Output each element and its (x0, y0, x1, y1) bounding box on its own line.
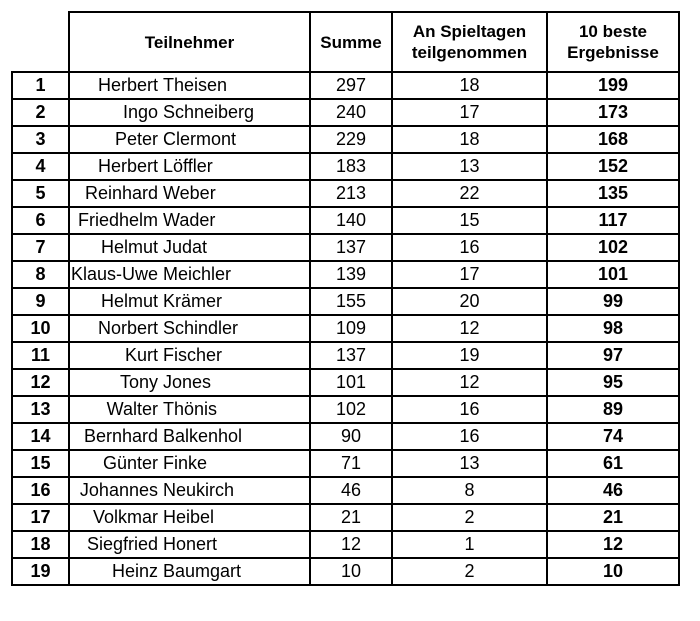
best-results-cell: 117 (547, 207, 679, 234)
table-row (12, 234, 679, 261)
rank-cell: 9 (12, 288, 69, 315)
days-cell: 2 (392, 558, 547, 585)
best-results-cell: 101 (547, 261, 679, 288)
table-row (12, 477, 679, 504)
participant-cell (69, 423, 310, 450)
first-name: Günter (102, 453, 158, 473)
table-row (12, 558, 679, 585)
days-cell: 17 (392, 261, 547, 288)
first-name: Johannes (79, 480, 158, 500)
best-results-cell: 98 (547, 315, 679, 342)
last-name: Judat (163, 237, 208, 257)
table-row (12, 207, 679, 234)
sum-cell: 137 (310, 234, 392, 261)
first-name: Reinhard (84, 183, 158, 203)
first-name: Norbert (97, 318, 158, 338)
sum-cell: 101 (310, 369, 392, 396)
first-name: Ingo (122, 102, 158, 122)
last-name: Clermont (163, 129, 237, 149)
best-results-cell: 152 (547, 153, 679, 180)
first-name: Friedhelm (77, 210, 158, 230)
days-cell: 18 (392, 72, 547, 99)
table-row (12, 72, 679, 99)
best-results-cell: 95 (547, 369, 679, 396)
last-name: Weber (163, 183, 216, 203)
header-participant: Teilnehmer (69, 12, 310, 72)
participant-cell (69, 315, 310, 342)
table-row (12, 504, 679, 531)
last-name: Krämer (163, 291, 223, 311)
rank-cell: 8 (12, 261, 69, 288)
first-name: Bernhard (83, 426, 158, 446)
best-results-cell: 168 (547, 126, 679, 153)
best-results-cell: 199 (547, 72, 679, 99)
days-cell: 16 (392, 423, 547, 450)
days-cell: 8 (392, 477, 547, 504)
first-name: Helmut (100, 291, 158, 311)
sum-cell: 213 (310, 180, 392, 207)
days-cell: 12 (392, 315, 547, 342)
sum-cell: 46 (310, 477, 392, 504)
rank-cell: 18 (12, 531, 69, 558)
last-name: Löffler (163, 156, 213, 176)
days-cell: 2 (392, 504, 547, 531)
last-name: Theisen (163, 75, 228, 95)
sum-cell: 240 (310, 99, 392, 126)
table-row (12, 126, 679, 153)
last-name: Finke (163, 453, 208, 473)
table-row (12, 531, 679, 558)
rank-cell: 6 (12, 207, 69, 234)
best-results-cell: 89 (547, 396, 679, 423)
last-name: Heibel (163, 507, 215, 527)
participant-cell (69, 342, 310, 369)
days-cell: 16 (392, 234, 547, 261)
sum-cell: 297 (310, 72, 392, 99)
last-name: Honert (163, 534, 218, 554)
days-cell: 18 (392, 126, 547, 153)
last-name: Schindler (163, 318, 239, 338)
sum-cell: 21 (310, 504, 392, 531)
sum-cell: 183 (310, 153, 392, 180)
last-name: Balkenhol (163, 426, 243, 446)
participant-cell (69, 207, 310, 234)
rank-cell: 2 (12, 99, 69, 126)
last-name: Thönis (163, 399, 218, 419)
first-name: Peter (114, 129, 158, 149)
best-results-cell: 10 (547, 558, 679, 585)
days-cell: 13 (392, 153, 547, 180)
header-corner-cell (12, 12, 69, 72)
sum-cell: 10 (310, 558, 392, 585)
rank-cell: 13 (12, 396, 69, 423)
last-name: Jones (163, 372, 212, 392)
first-name: Tony (119, 372, 158, 392)
rank-cell: 5 (12, 180, 69, 207)
rank-cell: 7 (12, 234, 69, 261)
header-days-line-2: teilgenommen (411, 43, 528, 62)
table-row (12, 153, 679, 180)
sum-cell: 12 (310, 531, 392, 558)
last-name: Meichler (163, 264, 232, 284)
best-results-cell: 12 (547, 531, 679, 558)
sum-cell: 140 (310, 207, 392, 234)
sum-cell: 71 (310, 450, 392, 477)
sum-cell: 90 (310, 423, 392, 450)
rank-cell: 14 (12, 423, 69, 450)
participant-cell (69, 504, 310, 531)
rank-cell: 19 (12, 558, 69, 585)
best-results-cell: 102 (547, 234, 679, 261)
participant-cell (69, 531, 310, 558)
table-row (12, 450, 679, 477)
best-results-cell: 173 (547, 99, 679, 126)
rank-cell: 16 (12, 477, 69, 504)
participant-cell (69, 126, 310, 153)
participant-cell (69, 234, 310, 261)
participant-cell (69, 153, 310, 180)
first-name: Klaus-Uwe (70, 264, 158, 284)
days-cell: 17 (392, 99, 547, 126)
participant-cell (69, 72, 310, 99)
first-name: Siegfried (86, 534, 158, 554)
participant-cell (69, 558, 310, 585)
rank-cell: 15 (12, 450, 69, 477)
rank-cell: 17 (12, 504, 69, 531)
sum-cell: 139 (310, 261, 392, 288)
best-results-cell: 74 (547, 423, 679, 450)
days-cell: 13 (392, 450, 547, 477)
first-name: Helmut (100, 237, 158, 257)
sum-cell: 109 (310, 315, 392, 342)
participant-cell (69, 477, 310, 504)
standings-table (11, 11, 680, 586)
sum-cell: 102 (310, 396, 392, 423)
best-results-cell: 61 (547, 450, 679, 477)
days-cell: 15 (392, 207, 547, 234)
first-name: Herbert (97, 75, 158, 95)
first-name: Kurt (124, 345, 158, 365)
header-days-participated (392, 12, 547, 72)
participant-cell (69, 450, 310, 477)
first-name: Volkmar (92, 507, 158, 527)
table-row (12, 288, 679, 315)
first-name: Herbert (97, 156, 158, 176)
table-row (12, 315, 679, 342)
days-cell: 1 (392, 531, 547, 558)
sum-cell: 229 (310, 126, 392, 153)
last-name: Schneiberg (163, 102, 255, 122)
last-name: Baumgart (163, 561, 242, 581)
participant-cell (69, 396, 310, 423)
best-results-cell: 135 (547, 180, 679, 207)
best-results-cell: 97 (547, 342, 679, 369)
rank-cell: 1 (12, 72, 69, 99)
table-row (12, 261, 679, 288)
rank-cell: 3 (12, 126, 69, 153)
best-results-cell: 46 (547, 477, 679, 504)
participant-cell (69, 288, 310, 315)
last-name: Wader (163, 210, 216, 230)
sum-cell: 155 (310, 288, 392, 315)
table-row (12, 342, 679, 369)
table-row (12, 180, 679, 207)
participant-cell (69, 99, 310, 126)
header-best-results (547, 12, 679, 72)
days-cell: 12 (392, 369, 547, 396)
days-cell: 19 (392, 342, 547, 369)
best-results-cell: 21 (547, 504, 679, 531)
participant-cell (69, 369, 310, 396)
header-sum: Summe (310, 12, 392, 72)
table-header-row (12, 12, 679, 72)
sum-cell: 137 (310, 342, 392, 369)
participant-cell (69, 261, 310, 288)
last-name: Neukirch (163, 480, 235, 500)
table-row (12, 423, 679, 450)
table-row (12, 396, 679, 423)
rank-cell: 4 (12, 153, 69, 180)
participant-cell (69, 180, 310, 207)
table-row (12, 369, 679, 396)
rank-cell: 12 (12, 369, 69, 396)
header-days-line-1: An Spieltagen (412, 22, 527, 41)
header-best-line-1: 10 beste (578, 22, 648, 41)
table-row (12, 99, 679, 126)
days-cell: 20 (392, 288, 547, 315)
rank-cell: 11 (12, 342, 69, 369)
header-best-line-2: Ergebnisse (567, 43, 659, 62)
days-cell: 22 (392, 180, 547, 207)
rank-cell: 10 (12, 315, 69, 342)
table-body (12, 72, 679, 585)
best-results-cell: 99 (547, 288, 679, 315)
first-name: Heinz (111, 561, 158, 581)
last-name: Fischer (163, 345, 223, 365)
days-cell: 16 (392, 396, 547, 423)
first-name: Walter (106, 399, 158, 419)
